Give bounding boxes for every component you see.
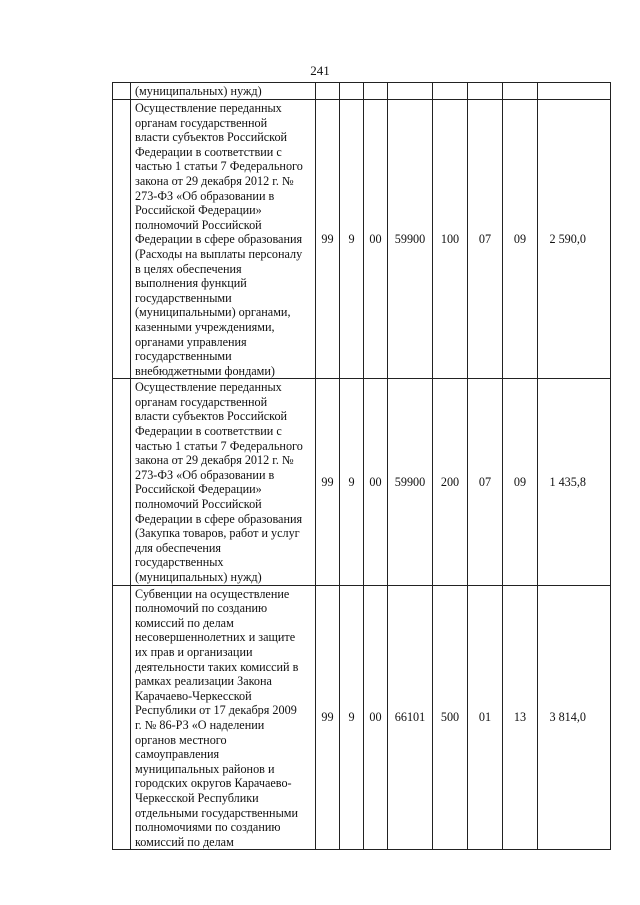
code-cell: 99 — [316, 585, 340, 850]
code-cell — [388, 83, 433, 100]
code-cell — [433, 83, 468, 100]
row-index-cell — [113, 83, 131, 100]
code-cell: 00 — [364, 585, 388, 850]
code-cell: 9 — [340, 100, 364, 379]
code-cell: 59900 — [388, 379, 433, 585]
amount-cell: 3 814,0 — [538, 585, 611, 850]
description-cell: Осуществление переданных органам государственной власти субъектов Российской Федерации в соответствии с частью 1 статьи 7 Федерального закона от 29 декабря 2012 г. № 273-ФЗ «Об образовании в Российской Федерации» полномочий Российской Федерации в сфере образования (Расходы на выплаты персоналу в целях обеспечения выполнения функций государственными (муниципальными) органами, казенными учреждениями, органами управления государственными внебюджетными фондами) — [131, 100, 316, 379]
row-index-cell — [113, 379, 131, 585]
code-cell: 66101 — [388, 585, 433, 850]
code-cell: 500 — [433, 585, 468, 850]
table-row — [113, 83, 611, 100]
code-cell — [503, 83, 538, 100]
code-cell: 00 — [364, 379, 388, 585]
code-cell: 07 — [468, 379, 503, 585]
amount-cell: 2 590,0 — [538, 100, 611, 379]
code-cell: 09 — [503, 100, 538, 379]
code-cell: 07 — [468, 100, 503, 379]
code-cell: 99 — [316, 100, 340, 379]
row-index-cell — [113, 100, 131, 379]
code-cell — [316, 83, 340, 100]
code-cell: 9 — [340, 379, 364, 585]
budget-table — [112, 82, 611, 850]
code-cell: 99 — [316, 379, 340, 585]
code-cell: 01 — [468, 585, 503, 850]
code-cell — [364, 83, 388, 100]
code-cell: 9 — [340, 585, 364, 850]
description-cell: (муниципальных) нужд) — [131, 83, 316, 100]
code-cell: 00 — [364, 100, 388, 379]
page-number: 241 — [310, 63, 330, 78]
table-row — [113, 100, 611, 379]
description-cell: Субвенции на осуществление полномочий по созданию комиссий по делам несовершеннолетних и защите их прав и организации деятельности таких комиссий в рамках реализации Закона Карачаево-Черкесской Республики от 17 декабря 2009 г. № 86-РЗ «О наделении органов местного самоуправления муниципальных районов и городских округов Карачаево- Черкесской Республики отдельными государственными полномочиями по созданию комиссий по делам — [131, 585, 316, 850]
code-cell: 09 — [503, 379, 538, 585]
description-cell: Осуществление переданных органам государственной власти субъектов Российской Федерации в соответствии с частью 1 статьи 7 Федерального закона от 29 декабря 2012 г. № 273-ФЗ «Об образовании в Российской Федерации» полномочий Российской Федерации в сфере образования (Закупка товаров, работ и услуг для обеспечения государственных (муниципальных) нужд) — [131, 379, 316, 585]
table-row — [113, 585, 611, 850]
code-cell — [468, 83, 503, 100]
row-index-cell — [113, 585, 131, 850]
code-cell: 200 — [433, 379, 468, 585]
code-cell: 13 — [503, 585, 538, 850]
code-cell: 59900 — [388, 100, 433, 379]
amount-cell: 1 435,8 — [538, 379, 611, 585]
code-cell: 100 — [433, 100, 468, 379]
amount-cell — [538, 83, 611, 100]
code-cell — [340, 83, 364, 100]
table-row — [113, 379, 611, 585]
